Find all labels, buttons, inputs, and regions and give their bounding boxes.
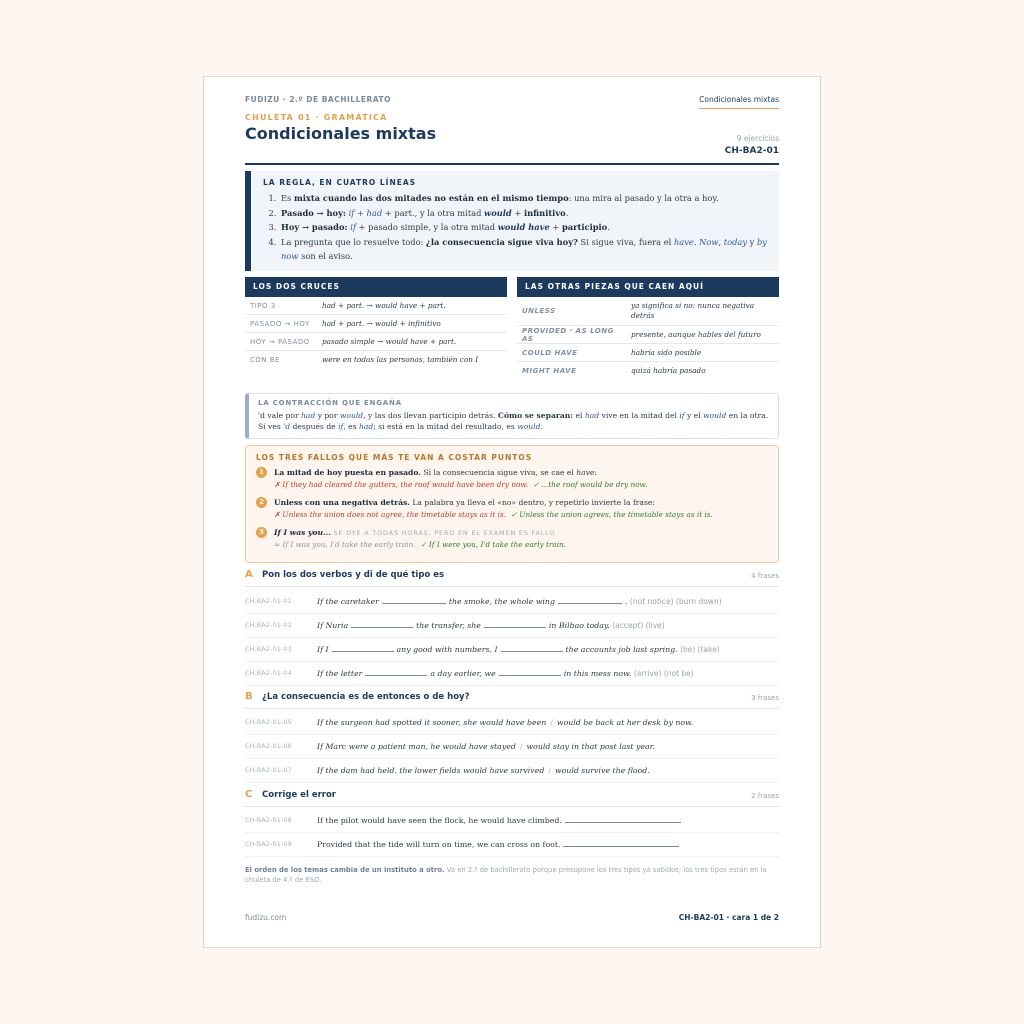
answer-blank[interactable] [499,669,561,676]
common-errors-box [245,445,779,563]
option-a[interactable]: If the dam had held, the lower fields would have survived [317,766,545,775]
rule-line-2: 2. Pasado → hoy: if + had + part., y la otra mitad would + infinitivo. [279,206,767,221]
section-c-header: C Corrige el error 2 frases [245,787,779,807]
contraction-heading: LA CONTRACCIÓN QUE ENGAÑA [258,399,402,407]
exercise-row[interactable]: CH-BA2-01-06 If Marc were a patient man, he would have stayed / would stay in that post last year. [245,735,779,759]
answer-blank[interactable] [382,597,446,604]
right-example: ✓ Unless the union agrees, the timetable stays as it is. [510,510,713,519]
footer-page-info: CH-BA2-01 · cara 1 de 2 [678,913,779,922]
page-title: Condicionales mixtas [245,124,437,143]
answer-blank[interactable] [484,621,546,628]
error-item-1: 1 La mitad de hoy puesta en pasado. Si la consecuencia sigue viva, se cae el have: ✗ If they had cleared the gutters, the roof would have been dry now. ✓ ...the roof would be dry now. [256,467,768,491]
answer-blank[interactable] [563,840,679,847]
rule-heading: LA REGLA, EN CUATRO LÍNEAS [263,178,417,187]
exercise-row: CH-BA2-01-01 If the caretaker the smoke, the whole wing . (not notice) (burn down) [245,590,779,614]
answer-blank[interactable] [365,669,427,676]
answer-blank[interactable] [351,621,413,628]
exercise-row: CH-BA2-01-09 Provided that the tide will turn on time, we can cross on foot. [245,833,779,857]
exercise-row: CH-BA2-01-04 If the letter a day earlier, we in this mess now. (arrive) (not be) [245,662,779,686]
rule-list [263,191,767,264]
option-a[interactable]: If Marc were a patient man, he would have stayed [317,742,516,751]
table-row: TIPO 3 had + part. → would have + part. [245,297,507,315]
school-label: FUDIZU · 2.º DE BACHILLERATO [245,95,391,104]
option-b[interactable]: would stay in that post last year. [526,742,655,751]
section-title: ¿La consecuencia es de entonces o de hoy? [262,692,470,702]
piezas-table [517,277,779,380]
section-a-header: A Pon los dos verbos y di de qué tipo es 4 frases [245,567,779,587]
contraction-text: 'd vale por had y por would, y las dos llevan participio detrás. Cómo se separan: el had vive en la mitad del if y el would en la otra. Si ves 'd después de if, es had; si está en la mitad del resultado, es would. [258,411,769,431]
cruces-table [245,277,507,369]
rule-line-1: 1. Es mixta cuando las dos mitades no están en el mismo tiempo: una mira al pasado y la otra a hoy. [279,191,767,206]
piezas-heading: LAS OTRAS PIEZAS QUE CAEN AQUÍ [517,277,779,297]
table-row: PROVIDED · AS LONG AS presente, aunque hables del futuro [517,326,779,344]
exercise-row: CH-BA2-01-08 If the pilot would have seen the flock, he would have climbed. [245,809,779,833]
footer-site[interactable]: fudizu.com [245,913,287,922]
error-number: 3 [256,527,267,538]
worksheet-page [203,76,821,948]
table-row: COULD HAVE habría sido posible [517,344,779,362]
rule-line-4: 4. La pregunta que lo resuelve todo: ¿la consecuencia sigue viva hoy? Si sigue viva, fuera el have. Now, today y by now son el aviso. [279,235,767,264]
exercise-row: CH-BA2-01-02 If Nuria the transfer, she in Bilbao today. (accept) (live) [245,614,779,638]
right-example: ✓ ...the roof would be dry now. [532,480,648,489]
error-number: 2 [256,497,267,508]
exercise-count: 9 ejercicios [736,134,779,143]
wrong-example: ✗ If they had cleared the gutters, the roof would have been dry now. [274,480,529,489]
table-row: MIGHT HAVE quizá habría pasado [522,366,706,375]
exercise-row: CH-BA2-01-03 If I any good with numbers, I the accounts job last spring. (be) (take) [245,638,779,662]
wrong-example: ✗ Unless the union does not agree, the timetable stays as it is. [274,510,507,519]
section-title: Corrige el error [262,790,337,800]
header-divider [245,163,779,165]
contraction-box [245,393,779,439]
option-b[interactable]: would be back at her desk by now. [556,718,694,727]
cruces-heading: LOS DOS CRUCES [245,277,507,297]
exercise-row[interactable]: CH-BA2-01-07 If the dam had held, the lower fields would have survived / would survive the flood. [245,759,779,783]
exercise-row[interactable]: CH-BA2-01-05 If the surgeon had spotted it sooner, she would have been / would be back at her desk by now. [245,711,779,735]
table-row: HOY → PASADO pasado simple → would have + part. [245,333,507,351]
rule-line-3: 3. Hoy → pasado: if + pasado simple, y la otra mitad would have + participio. [279,220,767,235]
option-a[interactable]: If the surgeon had spotted it sooner, she would have been [317,718,547,727]
error-number: 1 [256,467,267,478]
errors-heading: LOS TRES FALLOS QUE MÁS TE VAN A COSTAR PUNTOS [256,453,533,462]
page-content [245,77,779,949]
section-title: Pon los dos verbos y di de qué tipo es [262,570,445,580]
table-row: CON BE were en todas las personas, también con I [250,355,479,364]
answer-blank[interactable] [332,645,394,652]
error-item-2: 2 Unless con una negativa detrás. La palabra ya lleva el «no» dentro, y repetirlo invierte la frase: ✗ Unless the union does not agree, the timetable stays as it is. ✓ Unless the union agrees, the timetable stays as it is. [256,497,768,521]
sheet-kicker: CHULETA 01 · GRAMÁTICA [245,113,388,122]
right-example: ✓ If I were you, I'd take the early train. [420,540,567,549]
answer-blank[interactable] [565,816,681,823]
colloquial-example: ≈ If I was you, I'd take the early train. [274,540,416,549]
section-b-header: B ¿La consecuencia es de entonces o de hoy? 3 frases [245,689,779,709]
table-row: PASADO → HOY had + part. → would + infinitivo [245,315,507,333]
topic-tag: Condicionales mixtas [699,95,779,109]
rule-box [245,171,779,271]
option-b[interactable]: would survive the flood. [554,766,650,775]
answer-blank[interactable] [501,645,563,652]
error-item-3: 3 If I was you... SE OYE A TODAS HORAS, PERO EN EL EXAMEN ES FALLO ≈ If I was you, I'd take the early train. ✓ If I were you, I'd take the early train. [256,527,768,551]
footnote: El orden de los temas cambia de un instituto a otro. Va en 2.º de bachillerato porque presupone los tres tipos ya sabidos; los tres tipos están en la chuleta de 4.º de ESO. [245,866,767,884]
table-row: UNLESS ya significa si no: nunca negativa detrás [517,297,779,326]
sheet-code: CH-BA2-01 [724,146,779,156]
answer-blank[interactable] [558,597,622,604]
